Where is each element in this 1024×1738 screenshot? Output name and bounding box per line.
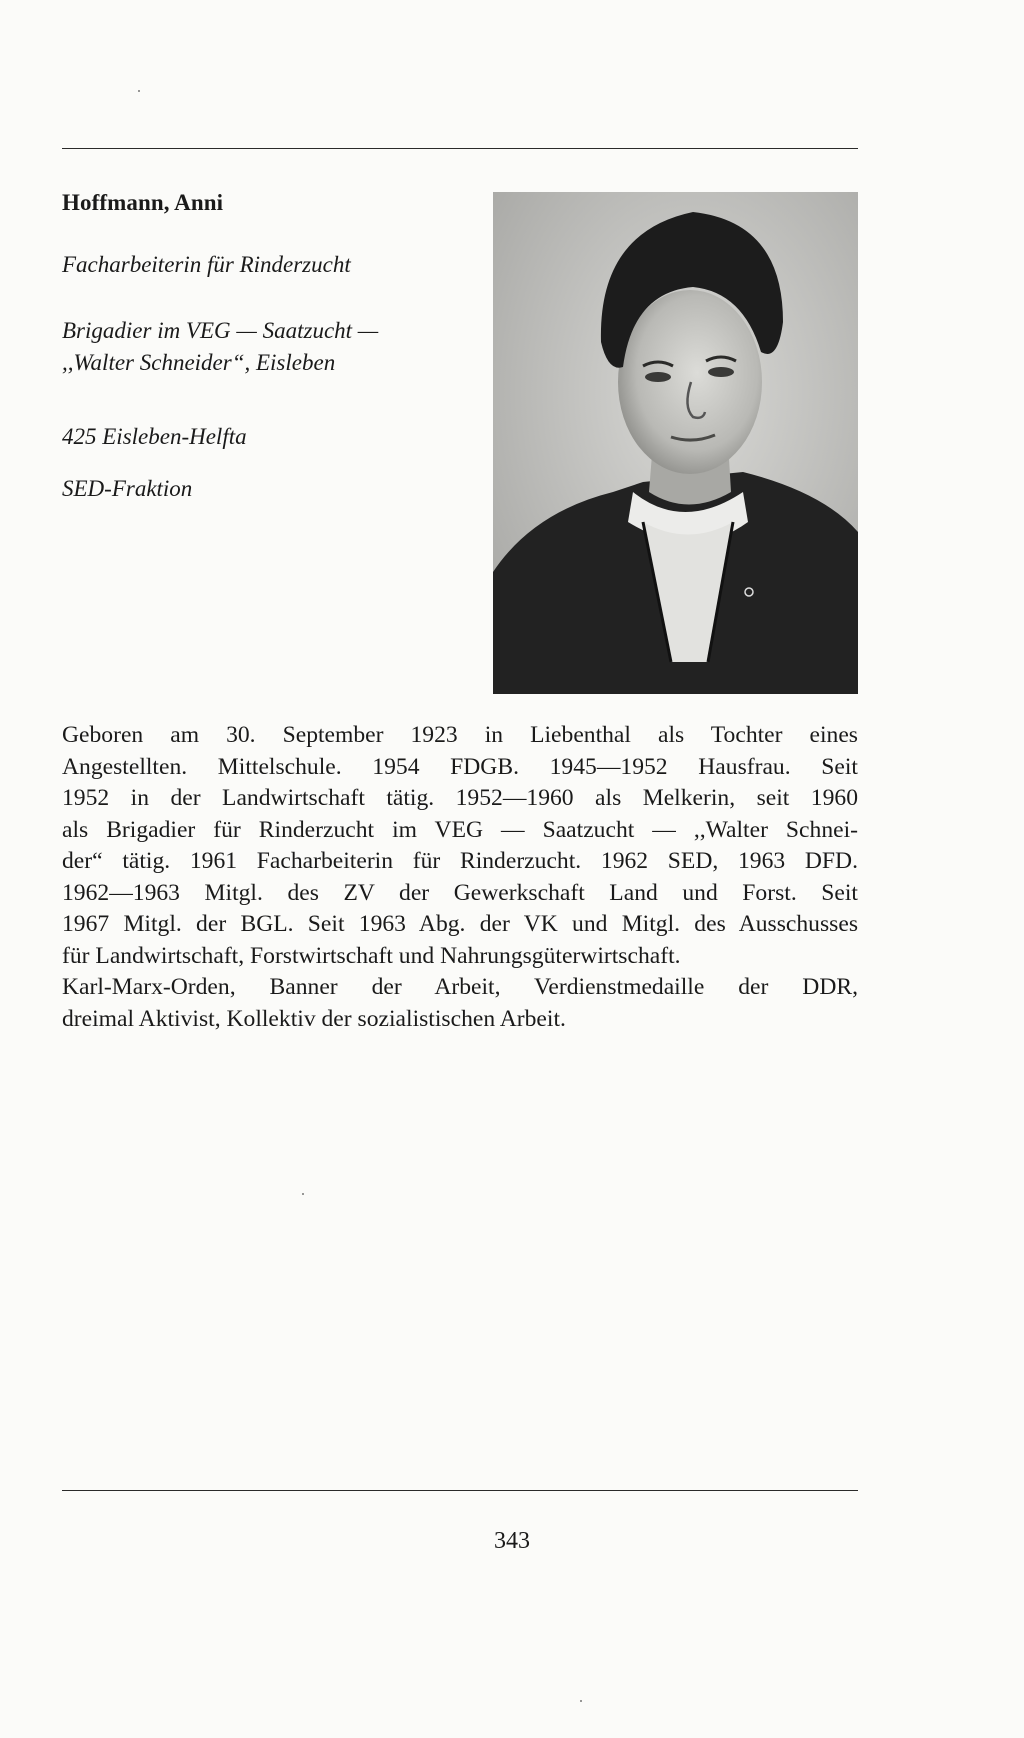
position-line-2: ,,Walter Schneider“, Eisleben — [62, 350, 336, 375]
biography-line: Geboren am 30. September 1923 in Liebenthal als Tochter eines — [62, 722, 858, 748]
biography-line: der“ tätig. 1961 Facharbeiterin für Rinderzucht. 1962 SED, 1963 DFD. — [62, 848, 858, 874]
top-rule — [62, 148, 858, 149]
address: 425 Eisleben-Helfta — [62, 424, 247, 449]
scan-speck — [580, 1700, 582, 1702]
party-fraction: SED-Fraktion — [62, 476, 193, 501]
biography-line: als Brigadier für Rinderzucht im VEG — Saatzucht — ,,Walter Schnei- — [62, 816, 858, 843]
biography-line: 1962—1963 Mitgl. des ZV der Gewerkschaft Land und Forst. Seit — [62, 879, 858, 906]
biography-line: dreimal Aktivist, Kollektiv der sozialistischen Arbeit. — [62, 1005, 566, 1032]
biography-line: 1952 in der Landwirtschaft tätig. 1952—1960 als Melkerin, seit 1960 — [62, 785, 858, 811]
portrait-photo — [493, 192, 858, 694]
scan-speck — [138, 90, 140, 92]
page-number: 343 — [494, 1528, 530, 1554]
biography-line: Angestellten. Mittelschule. 1954 FDGB. 1945—1952 Hausfrau. Seit — [62, 753, 858, 780]
occupation: Facharbeiterin für Rinderzucht — [62, 252, 351, 277]
scan-speck — [302, 1193, 304, 1195]
bottom-rule — [62, 1490, 858, 1491]
position-line-1: Brigadier im VEG — Saatzucht — — [62, 318, 379, 343]
biography-line: 1967 Mitgl. der BGL. Seit 1963 Abg. der VK und Mitgl. des Ausschusses — [62, 911, 858, 937]
biography — [62, 720, 858, 1035]
biography-line: Karl-Marx-Orden, Banner der Arbeit, Verdienstmedaille der DDR, — [62, 974, 858, 1000]
entry-name: Hoffmann, Anni — [62, 190, 224, 215]
biography-line: für Landwirtschaft, Forstwirtschaft und Nahrungsgüterwirtschaft. — [62, 942, 681, 969]
